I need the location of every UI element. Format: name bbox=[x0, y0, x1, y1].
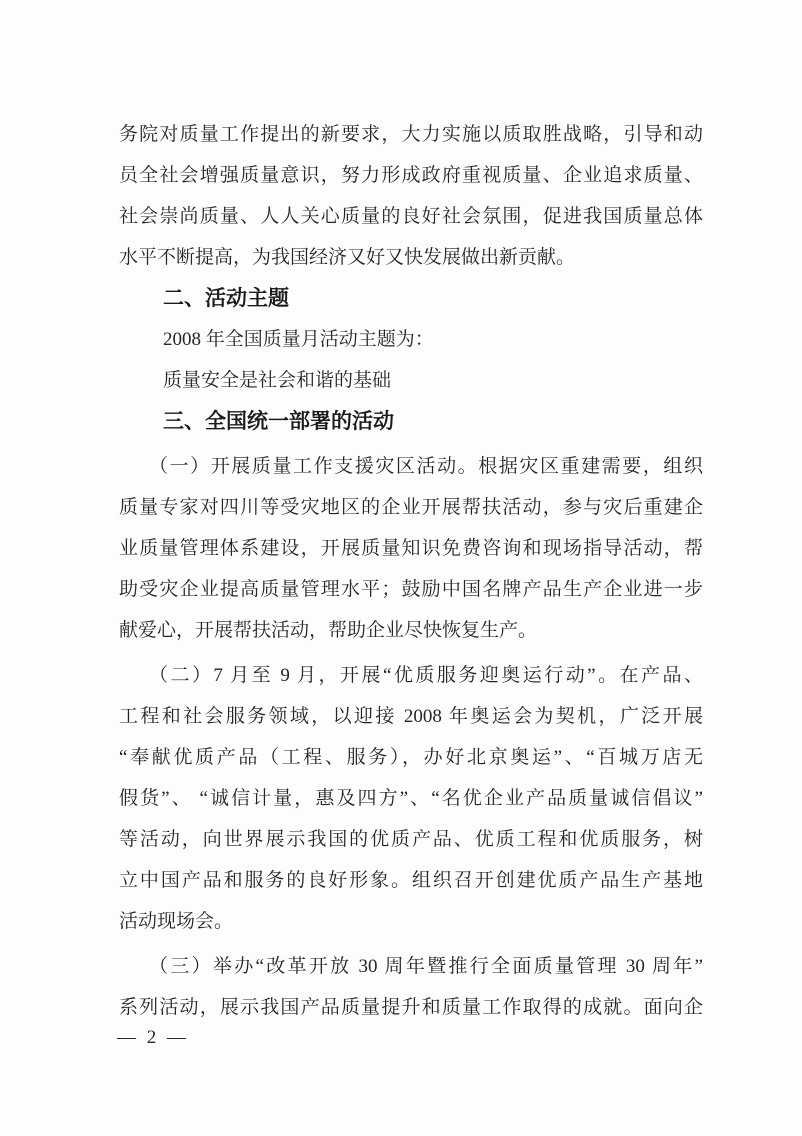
text-line: 务院对质量工作提出的新要求，大力实施以质取胜战略，引导和动 bbox=[119, 124, 703, 145]
text-line: “奉献优质产品（工程、服务），办好北京奥运”、“百城万店无 bbox=[119, 747, 703, 768]
text-line: 2008 年全国质量月活动主题为： bbox=[163, 329, 434, 350]
text-line: 质量安全是社会和谐的基础 bbox=[163, 370, 392, 391]
text-line: 系列活动，展示我国产品质量提升和质量工作取得的成就。面向企 bbox=[119, 997, 703, 1018]
text-line: 社会崇尚质量、人人关心质量的良好社会氛围，促进我国质量总体 bbox=[119, 206, 703, 227]
text-line: （二）7 月至 9 月，开展“优质服务迎奥运行动”。在产品、 bbox=[149, 665, 703, 686]
document-body bbox=[119, 114, 703, 1028]
text-line: 业质量管理体系建设，开展质量知识免费咨询和现场指导活动，帮 bbox=[119, 538, 703, 559]
text-line: 活动现场会。 bbox=[119, 911, 234, 932]
text-line: 助受灾企业提高质量管理水平；鼓励中国名牌产品生产企业进一步 bbox=[119, 579, 703, 600]
text-line: 假货”、 “诚信计量，惠及四方”、“名优企业产品质量诚信倡议” bbox=[119, 788, 703, 809]
text-line: 立中国产品和服务的良好形象。组织召开创建优质产品生产基地 bbox=[119, 870, 703, 891]
text-line: （三）举办“改革开放 30 周年暨推行全面质量管理 30 周年” bbox=[149, 956, 703, 977]
text-line: （一）开展质量工作支援灾区活动。根据灾区重建需要，组织 bbox=[149, 456, 703, 477]
text-line: 员全社会增强质量意识，努力形成政府重视质量、企业追求质量、 bbox=[119, 165, 703, 186]
section-heading: 二、活动主题 bbox=[163, 287, 289, 310]
text-line: 水平不断提高，为我国经济又好又快发展做出新贡献。 bbox=[119, 247, 576, 268]
text-line: 质量专家对四川等受灾地区的企业开展帮扶活动，参与灾后重建企 bbox=[119, 497, 703, 518]
section-heading: 三、全国统一部署的活动 bbox=[163, 410, 394, 433]
text-line: 工程和社会服务领域，以迎接 2008 年奥运会为契机，广泛开展 bbox=[119, 706, 703, 727]
page-number: — 2 — bbox=[117, 1027, 189, 1048]
text-line: 等活动，向世界展示我国的优质产品、优质工程和优质服务，树 bbox=[119, 829, 703, 850]
text-line: 献爱心，开展帮扶活动，帮助企业尽快恢复生产。 bbox=[119, 620, 538, 641]
